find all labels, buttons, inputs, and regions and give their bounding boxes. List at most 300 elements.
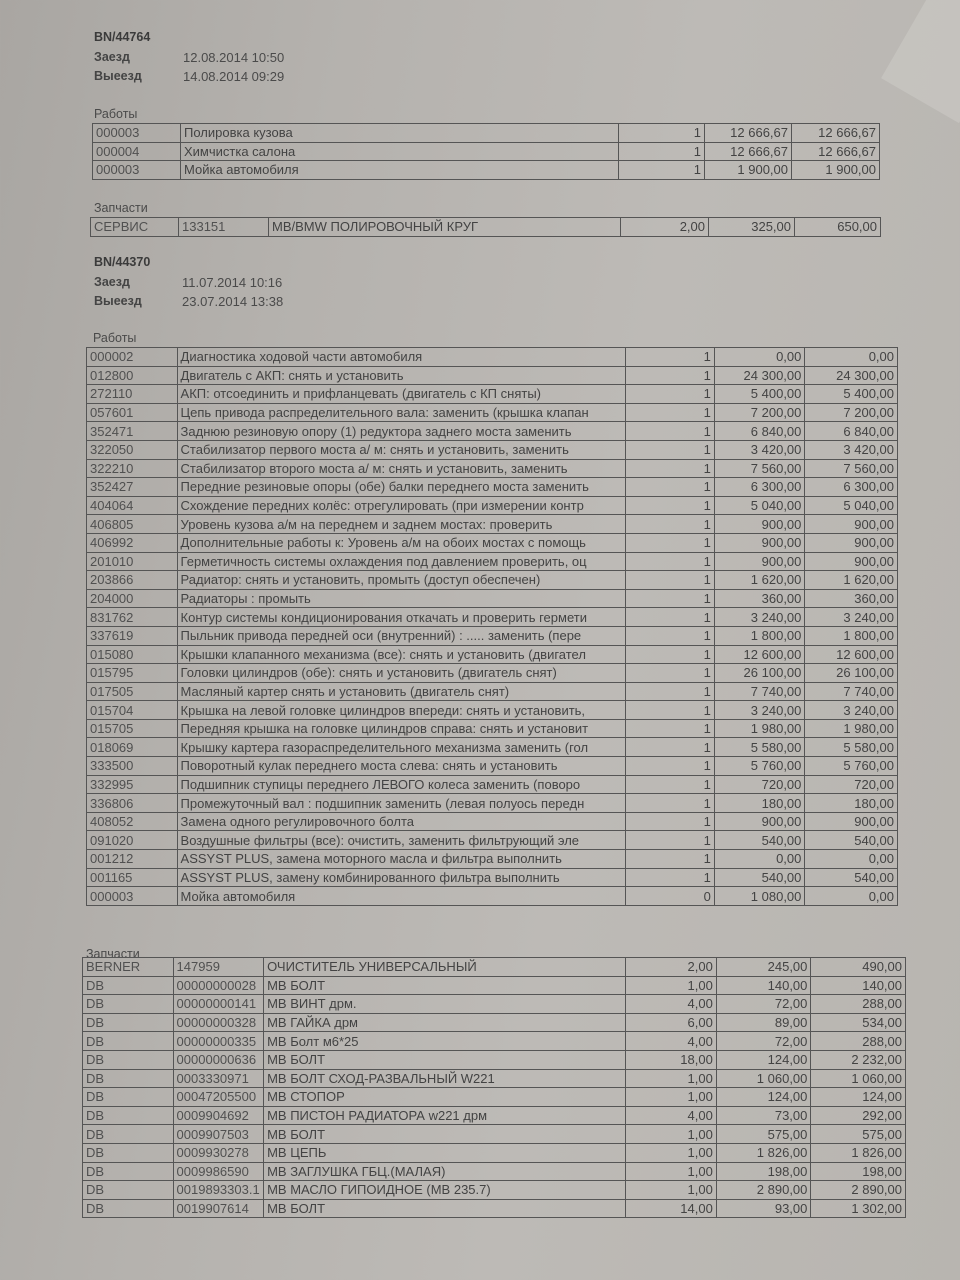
part-article: 0003330971 [173,1069,264,1088]
table-row [83,1088,906,1107]
work-code: 001165 [87,868,178,887]
part-supplier: DB [83,1088,174,1107]
work-total: 1 800,00 [805,626,898,645]
part-article: 00000000636 [173,1050,264,1069]
work-name: Стабилизатор второго моста а/ м: снять и установить, заменить [177,459,626,478]
table-row [87,850,898,869]
work-qty: 1 [626,719,715,738]
table-row [87,478,898,497]
work-code: 336806 [87,794,178,813]
work-code: 272110 [87,385,178,404]
work-code: 000003 [93,161,181,180]
table-row [83,1032,906,1051]
parts-section-label: Запчасти [94,201,148,215]
work-name: Химчистка салона [181,142,619,161]
part-total: 292,00 [811,1106,906,1125]
part-price: 72,00 [716,1032,811,1051]
work-code: 406805 [87,515,178,534]
table-row [87,645,898,664]
work-total: 12 600,00 [805,645,898,664]
work-qty: 0 [626,887,715,906]
part-name: MB ЗАГЛУШКА ГБЦ.(МАЛАЯ) [264,1162,626,1181]
table-row [87,812,898,831]
table-row [91,218,881,237]
table-row [87,440,898,459]
part-total: 650,00 [795,218,881,237]
table-row [87,682,898,701]
work-total: 0,00 [805,348,898,367]
work-total: 1 620,00 [805,571,898,590]
part-total: 534,00 [811,1013,906,1032]
work-name: Дополнительные работы к: Уровень а/м на обоих мостах с помощь [177,533,626,552]
table-row [93,124,880,143]
work-name: АКП: отсоединить и прифланцевать (двигатель с КП сняты) [177,385,626,404]
work-total: 540,00 [805,868,898,887]
part-total: 140,00 [811,976,906,995]
table-row [87,459,898,478]
part-article: 0009907503 [173,1125,264,1144]
part-total: 2 232,00 [811,1050,906,1069]
parts-section-label: Запчасти [86,947,140,961]
table-row [83,1143,906,1162]
table-row [87,664,898,683]
table-row [83,1181,906,1200]
part-total: 1 826,00 [811,1143,906,1162]
work-price: 1 980,00 [714,719,805,738]
table-row [87,775,898,794]
table-row [83,976,906,995]
part-qty: 1,00 [626,1088,717,1107]
work-code: 204000 [87,589,178,608]
work-name: Мойка автомобиля [177,887,626,906]
part-price: 124,00 [716,1050,811,1069]
part-article: 0009904692 [173,1106,264,1125]
work-code: 337619 [87,626,178,645]
table-row [93,142,880,161]
table-row [87,348,898,367]
work-qty: 1 [626,422,715,441]
table-row [83,1069,906,1088]
part-price: 575,00 [716,1125,811,1144]
work-qty: 1 [626,348,715,367]
table-row [87,552,898,571]
part-qty: 4,00 [626,1106,717,1125]
work-total: 26 100,00 [805,664,898,683]
work-total: 900,00 [805,533,898,552]
work-name: Двигатель с АКП: снять и установить [177,366,626,385]
part-price: 93,00 [716,1199,811,1218]
table-row [83,1050,906,1069]
work-name: Полировка кузова [181,124,619,143]
part-name: MB БОЛТ [264,1199,626,1218]
work-price: 540,00 [714,831,805,850]
part-price: 140,00 [716,976,811,995]
work-price: 1 080,00 [714,887,805,906]
part-total: 1 060,00 [811,1069,906,1088]
part-qty: 1,00 [626,1069,717,1088]
part-supplier: DB [83,1143,174,1162]
work-total: 900,00 [805,552,898,571]
table-row [87,887,898,906]
part-name: MB ГАЙКА дрм [264,1013,626,1032]
part-article: 00000000335 [173,1032,264,1051]
work-qty: 1 [626,701,715,720]
work-total: 5 400,00 [805,385,898,404]
work-name: Схождение передних колёс: отрегулировать (при измерении контр [177,496,626,515]
work-name: Подшипник ступицы переднего ЛЕВОГО колеса заменить (поворо [177,775,626,794]
work-total: 900,00 [805,812,898,831]
part-article: 147959 [173,958,264,977]
part-name: MB/BMW ПОЛИРОВОЧНЫЙ КРУГ [269,218,621,237]
work-code: 404064 [87,496,178,515]
part-total: 575,00 [811,1125,906,1144]
part-total: 1 302,00 [811,1199,906,1218]
part-qty: 14,00 [626,1199,717,1218]
arrival-value: 11.07.2014 10:16 [182,275,283,290]
work-price: 3 240,00 [714,608,805,627]
work-qty: 1 [619,124,705,143]
table-row [83,958,906,977]
table-row [83,1125,906,1144]
work-name: Радиаторы : промыть [177,589,626,608]
arrival-label: Заезд [94,275,130,289]
part-qty: 4,00 [626,995,717,1014]
table-row [87,589,898,608]
work-qty: 1 [626,571,715,590]
departure-value: 23.07.2014 13:38 [182,294,284,309]
table-row [87,868,898,887]
work-price: 1 800,00 [714,626,805,645]
table-row [87,366,898,385]
part-supplier: BERNER [83,958,174,977]
part-qty: 18,00 [626,1050,717,1069]
work-price: 540,00 [714,868,805,887]
part-qty: 2,00 [621,218,709,237]
work-name: Радиатор: снять и установить, промыть (доступ обеспечен) [177,571,626,590]
part-article: 0009930278 [173,1143,264,1162]
part-supplier: DB [83,1125,174,1144]
part-total: 288,00 [811,1032,906,1051]
part-price: 325,00 [709,218,795,237]
work-code: 091020 [87,831,178,850]
part-article: 133151 [179,218,269,237]
part-name: MB МАСЛО ГИПОИДНОЕ (MB 235.7) [264,1181,626,1200]
work-total: 12 666,67 [792,142,880,161]
work-price: 900,00 [714,812,805,831]
work-name: Крышку картера газораспределительного механизма заменить (гол [177,738,626,757]
part-name: ОЧИСТИТЕЛЬ УНИВЕРСАЛЬНЫЙ [264,958,626,977]
part-name: MB ЦЕПЬ [264,1143,626,1162]
part-price: 73,00 [716,1106,811,1125]
work-name: Поворотный кулак переднего моста слева: снять и установить [177,757,626,776]
work-price: 0,00 [714,850,805,869]
part-article: 00000000328 [173,1013,264,1032]
part-price: 198,00 [716,1162,811,1181]
work-name: Воздушные фильтры (все): очистить, заменить фильтрующий эле [177,831,626,850]
work-total: 360,00 [805,589,898,608]
work-code: 000003 [87,887,178,906]
work-qty: 1 [626,850,715,869]
part-total: 2 890,00 [811,1181,906,1200]
parts-table [90,217,881,237]
part-supplier: DB [83,995,174,1014]
work-qty: 1 [626,533,715,552]
table-row [87,794,898,813]
part-price: 89,00 [716,1013,811,1032]
part-name: MB БОЛТ [264,976,626,995]
departure-label: Выеезд [94,69,142,83]
work-price: 26 100,00 [714,664,805,683]
work-price: 0,00 [714,348,805,367]
work-price: 180,00 [714,794,805,813]
part-price: 1 060,00 [716,1069,811,1088]
work-price: 6 840,00 [714,422,805,441]
arrival-label: Заезд [94,50,130,64]
work-total: 7 200,00 [805,403,898,422]
table-row [87,719,898,738]
part-article: 0019893303.1 [173,1181,264,1200]
part-article: 0019907614 [173,1199,264,1218]
work-price: 12 666,67 [705,142,792,161]
work-price: 900,00 [714,533,805,552]
work-code: 408052 [87,812,178,831]
part-supplier: DB [83,1162,174,1181]
table-row [87,496,898,515]
arrival-value: 12.08.2014 10:50 [183,50,285,65]
work-qty: 1 [626,645,715,664]
work-qty: 1 [626,589,715,608]
work-price: 7 200,00 [714,403,805,422]
part-name: MB ВИНТ дрм. [264,995,626,1014]
part-supplier: DB [83,1050,174,1069]
table-row [87,385,898,404]
work-qty: 1 [619,142,705,161]
work-code: 000004 [93,142,181,161]
part-name: MB БОЛТ СХОД-РАЗВАЛЬНЫЙ W221 [264,1069,626,1088]
work-price: 5 760,00 [714,757,805,776]
work-qty: 1 [626,515,715,534]
work-code: 000002 [87,348,178,367]
part-name: MB СТОПОР [264,1088,626,1107]
work-qty: 1 [626,775,715,794]
work-qty: 1 [626,608,715,627]
work-code: 322210 [87,459,178,478]
work-code: 015080 [87,645,178,664]
work-price: 12 666,67 [705,124,792,143]
work-code: 332995 [87,775,178,794]
work-name: Масляный картер снять и установить (двигатель снят) [177,682,626,701]
work-price: 900,00 [714,515,805,534]
work-code: 352427 [87,478,178,497]
works-table [92,123,880,180]
work-total: 7 560,00 [805,459,898,478]
work-qty: 1 [626,385,715,404]
work-total: 5 760,00 [805,757,898,776]
work-total: 24 300,00 [805,366,898,385]
part-price: 72,00 [716,995,811,1014]
work-total: 6 840,00 [805,422,898,441]
work-total: 6 300,00 [805,478,898,497]
work-code: 057601 [87,403,178,422]
part-supplier: DB [83,1106,174,1125]
part-price: 1 826,00 [716,1143,811,1162]
work-total: 1 980,00 [805,719,898,738]
table-row [87,831,898,850]
work-qty: 1 [626,552,715,571]
work-code: 015704 [87,701,178,720]
work-qty: 1 [626,812,715,831]
work-price: 720,00 [714,775,805,794]
work-price: 5 580,00 [714,738,805,757]
work-name: Герметичность системы охлаждения под давлением проверить, оц [177,552,626,571]
works-section-label: Работы [94,107,138,121]
work-qty: 1 [626,664,715,683]
part-supplier: DB [83,1032,174,1051]
work-total: 1 900,00 [792,161,880,180]
work-qty: 1 [626,831,715,850]
work-price: 6 300,00 [714,478,805,497]
work-total: 12 666,67 [792,124,880,143]
work-name: Промежуточный вал : подшипник заменить (левая полуось передн [177,794,626,813]
part-supplier: СЕРВИС [91,218,179,237]
part-qty: 6,00 [626,1013,717,1032]
work-qty: 1 [626,626,715,645]
work-name: Замена одного регулировочного болта [177,812,626,831]
part-qty: 1,00 [626,976,717,995]
work-price: 7 560,00 [714,459,805,478]
part-qty: 1,00 [626,1181,717,1200]
work-code: 201010 [87,552,178,571]
work-price: 5 040,00 [714,496,805,515]
work-price: 24 300,00 [714,366,805,385]
table-row [87,571,898,590]
work-name: Стабилизатор первого моста а/ м: снять и установить, заменить [177,440,626,459]
part-article: 00000000028 [173,976,264,995]
work-code: 322050 [87,440,178,459]
parts-table [82,957,906,1218]
part-supplier: DB [83,1181,174,1200]
work-name: ASSYST PLUS, замену комбинированного фильтра выполнить [177,868,626,887]
table-row [87,422,898,441]
table-row [83,1013,906,1032]
work-price: 360,00 [714,589,805,608]
work-qty: 1 [626,757,715,776]
part-supplier: DB [83,976,174,995]
table-row [83,1199,906,1218]
work-total: 720,00 [805,775,898,794]
part-name: MB БОЛТ [264,1125,626,1144]
part-qty: 1,00 [626,1125,717,1144]
part-qty: 4,00 [626,1032,717,1051]
work-qty: 1 [626,459,715,478]
work-name: Головки цилиндров (обе): снять и установить (двигатель снят) [177,664,626,683]
part-article: 00047205500 [173,1088,264,1107]
table-row [87,701,898,720]
work-total: 3 420,00 [805,440,898,459]
work-qty: 1 [626,738,715,757]
work-price: 900,00 [714,552,805,571]
work-code: 015705 [87,719,178,738]
work-price: 3 420,00 [714,440,805,459]
work-name: Передние резиновые опоры (обе) балки переднего моста заменить [177,478,626,497]
order-id: BN/44764 [94,30,151,44]
work-qty: 1 [626,496,715,515]
work-code: 018069 [87,738,178,757]
part-price: 245,00 [716,958,811,977]
work-name: ASSYST PLUS, замена моторного масла и фильтра выполнить [177,850,626,869]
works-section-label: Работы [93,331,137,345]
departure-label: Выеезд [94,294,142,308]
work-qty: 1 [626,478,715,497]
work-total: 0,00 [805,887,898,906]
work-total: 5 580,00 [805,738,898,757]
work-code: 017505 [87,682,178,701]
table-row [83,1162,906,1181]
part-article: 0009986590 [173,1162,264,1181]
work-code: 333500 [87,757,178,776]
part-qty: 1,00 [626,1143,717,1162]
order-id: BN/44370 [94,255,151,269]
work-total: 900,00 [805,515,898,534]
work-name: Крышки клапанного механизма (все): снять и установить (двигател [177,645,626,664]
part-name: MB Болт м6*25 [264,1032,626,1051]
work-qty: 1 [626,403,715,422]
work-name: Передняя крышка на головке цилиндров справа: снять и установит [177,719,626,738]
work-code: 831762 [87,608,178,627]
work-name: Мойка автомобиля [181,161,619,180]
paper-corner [881,0,960,123]
work-code: 406992 [87,533,178,552]
part-name: MB ПИСТОН РАДИАТОРА w221 дрм [264,1106,626,1125]
work-total: 180,00 [805,794,898,813]
work-code: 001212 [87,850,178,869]
part-total: 490,00 [811,958,906,977]
part-price: 124,00 [716,1088,811,1107]
part-qty: 1,00 [626,1162,717,1181]
part-name: MB БОЛТ [264,1050,626,1069]
part-supplier: DB [83,1069,174,1088]
work-total: 5 040,00 [805,496,898,515]
work-qty: 1 [626,868,715,887]
work-name: Крышка на левой головке цилиндров впереди: снять и установить, [177,701,626,720]
part-supplier: DB [83,1199,174,1218]
work-total: 3 240,00 [805,701,898,720]
table-row [87,515,898,534]
work-code: 015795 [87,664,178,683]
work-name: Пыльник привода передней оси (внутренний) : ..... заменить (пере [177,626,626,645]
table-row [93,161,880,180]
work-total: 540,00 [805,831,898,850]
work-qty: 1 [626,794,715,813]
table-row [83,1106,906,1125]
work-price: 1 900,00 [705,161,792,180]
table-row [87,738,898,757]
work-qty: 1 [626,440,715,459]
work-name: Контур системы кондиционирования откачать и проверить гермети [177,608,626,627]
work-price: 3 240,00 [714,701,805,720]
work-total: 7 740,00 [805,682,898,701]
part-article: 00000000141 [173,995,264,1014]
work-code: 012800 [87,366,178,385]
works-table [86,347,898,906]
work-price: 1 620,00 [714,571,805,590]
table-row [87,626,898,645]
work-code: 000003 [93,124,181,143]
work-qty: 1 [619,161,705,180]
work-code: 352471 [87,422,178,441]
table-row [87,757,898,776]
part-supplier: DB [83,1013,174,1032]
